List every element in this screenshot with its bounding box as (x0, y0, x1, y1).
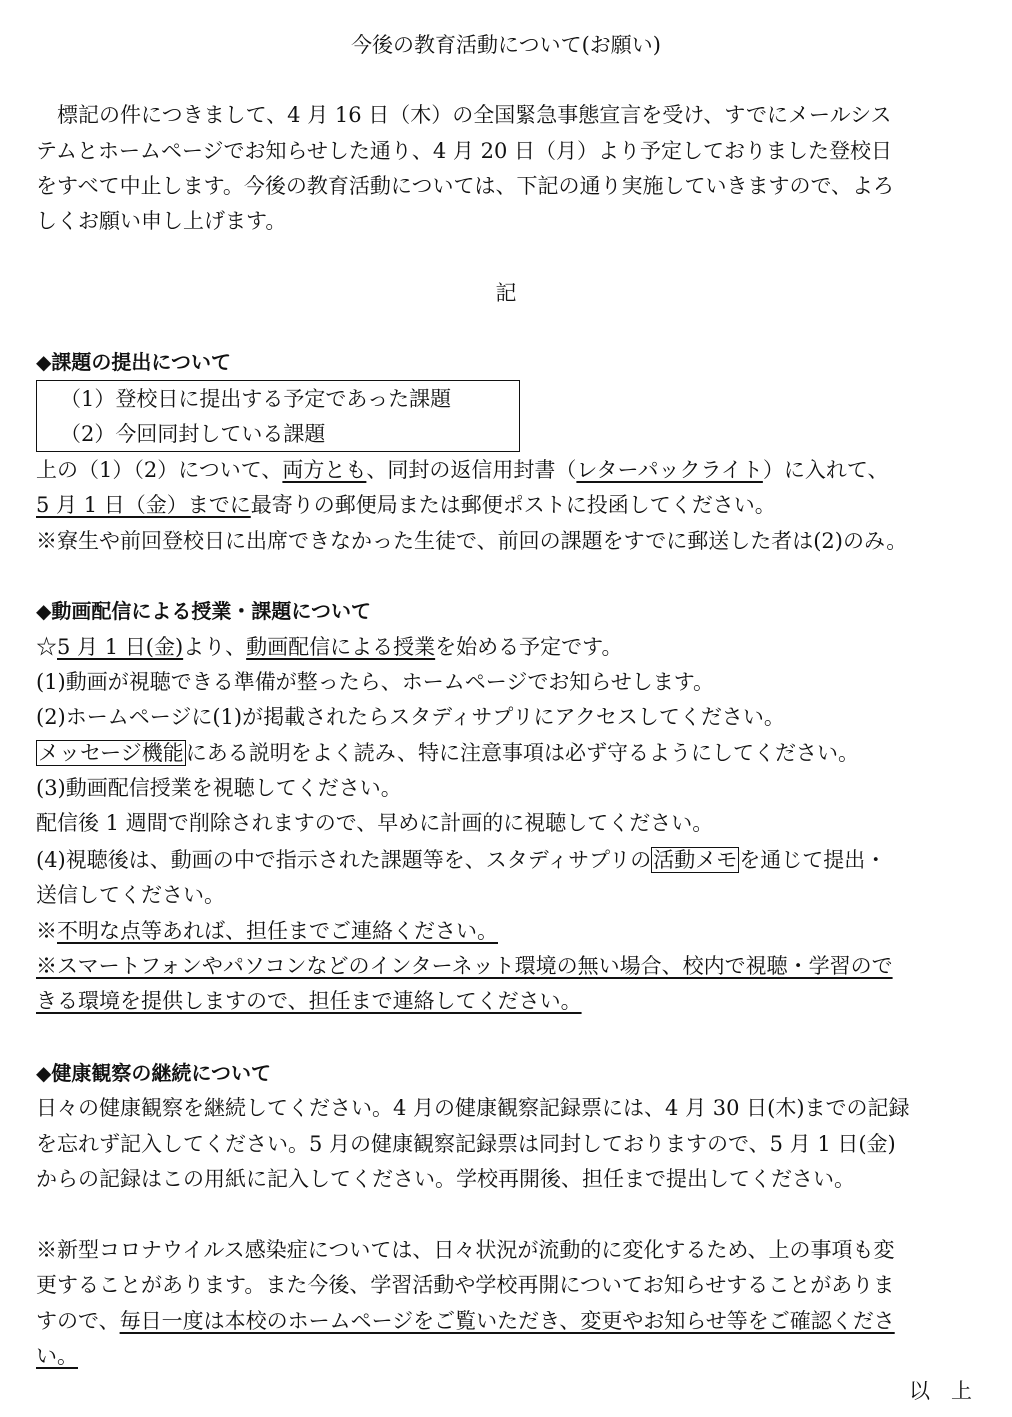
final-note-line: 更することがあります。また今後、学習活動や学校再開についてお知らせすることがありま (36, 1273, 895, 1297)
text: 、同封の返信用封書（ (366, 458, 577, 482)
text: ※ (36, 919, 57, 943)
intro-line: 標記の件につきまして、4 月 16 日（木）の全国緊急事態宣言を受け、すでにメールシス (36, 103, 892, 127)
step-line: (2)ホームページに(1)が掲載されたらスタディサプリにアクセスしてください。 (36, 705, 785, 729)
text: 上の（1）（2）について、 (36, 458, 283, 482)
step-line: (1)動画が視聴できる準備が整ったら、ホームページでお知らせします。 (36, 670, 715, 694)
note-line: ※寮生や前回登校日に出席できなかった生徒で、前回の課題をすでに郵送した者は(2)のみ。 (36, 529, 908, 553)
closing: 以 上 (909, 1379, 972, 1403)
section-heading-assignments: ◆課題の提出について (36, 350, 231, 374)
message-line (36, 738, 859, 768)
date-text: 5 月 1 日(金) (57, 635, 184, 659)
step-line: 配信後 1 週間で削除されますので、早めに計画的に視聴してください。 (36, 811, 714, 835)
intro-line: テムとホームページでお知らせした通り、4 月 20 日（月）より予定しておりました登校日 (36, 139, 893, 163)
submission-line (36, 455, 888, 485)
section-heading-video: ◆動画配信による授業・課題について (36, 599, 371, 623)
final-note-line: い。 (36, 1344, 78, 1368)
ki-marker: 記 (495, 281, 517, 305)
intro-line: をすべて中止します。今後の教育活動については、下記の通り実施していきますので、よろ (36, 174, 895, 198)
underlined-text: 毎日一度は本校のホームページをご覧いただき、変更やお知らせ等をご確認くださ (119, 1309, 895, 1333)
internet-note-line: ※スマートフォンやパソコンなどのインターネット環境の無い場合、校内で視聴・学習ので (36, 954, 893, 978)
box-item: （1）登校日に提出する予定であった課題 (60, 387, 452, 411)
step-line: 送信してください。 (36, 883, 225, 907)
contact-line (36, 916, 498, 946)
box-item: （2）今回同封している課題 (60, 422, 326, 446)
final-note-line (36, 1306, 895, 1336)
health-line: を忘れず記入してください。5 月の健康観察記録票は同封しておりますので、5 月 1 日(金) (36, 1132, 896, 1156)
internet-note-line: きる環境を提供しますので、担任まで連絡してください。 (36, 989, 582, 1013)
document-page (36, 0, 976, 1417)
intro-line: しくお願い申し上げます。 (36, 209, 287, 233)
boxed-term-memo: 活動メモ (653, 848, 738, 872)
text: (4)視聴後は、動画の中で指示された課題等を、スタディサプリの (36, 848, 652, 872)
text: 最寄りの郵便局または郵便ポストに投函してください。 (250, 493, 776, 517)
final-note-line: ※新型コロナウイルス感染症については、日々状況が流動的に変化するため、上の事項も変 (36, 1238, 895, 1262)
section-heading-health: ◆健康観察の継続について (36, 1061, 271, 1085)
health-line: 日々の健康観察を継続してください。4 月の健康観察記録票には、4 月 30 日(木)までの記録 (36, 1096, 910, 1120)
star-icon: ☆ (36, 635, 57, 659)
text: ）に入れて、 (762, 458, 889, 482)
step-line: (3)動画配信授業を視聴してください。 (36, 776, 402, 800)
document-title: 今後の教育活動について(お願い) (351, 33, 661, 57)
underlined-text: 不明な点等あれば、担任までご連絡ください。 (57, 919, 498, 943)
text: を始める予定です。 (435, 635, 623, 659)
start-line (36, 632, 622, 662)
text: にある説明をよく読み、特に注意事項は必ず守るようにしてください。 (185, 741, 860, 765)
text: すので、 (36, 1309, 120, 1333)
health-line: からの記録はこの用紙に記入してください。学校再開後、担任まで提出してください。 (36, 1167, 855, 1191)
underlined-text: 両方とも (282, 458, 367, 482)
text: より、 (183, 635, 247, 659)
boxed-term-message: メッセージ機能 (38, 741, 184, 765)
text: を通じて提出・ (739, 848, 887, 872)
underlined-text: レターパックライト (576, 458, 763, 482)
underlined-text: 動画配信による授業 (246, 635, 436, 659)
deadline-text: 5 月 1 日（金）までに (36, 493, 251, 517)
deadline-line (36, 490, 776, 520)
step-line (36, 845, 886, 875)
